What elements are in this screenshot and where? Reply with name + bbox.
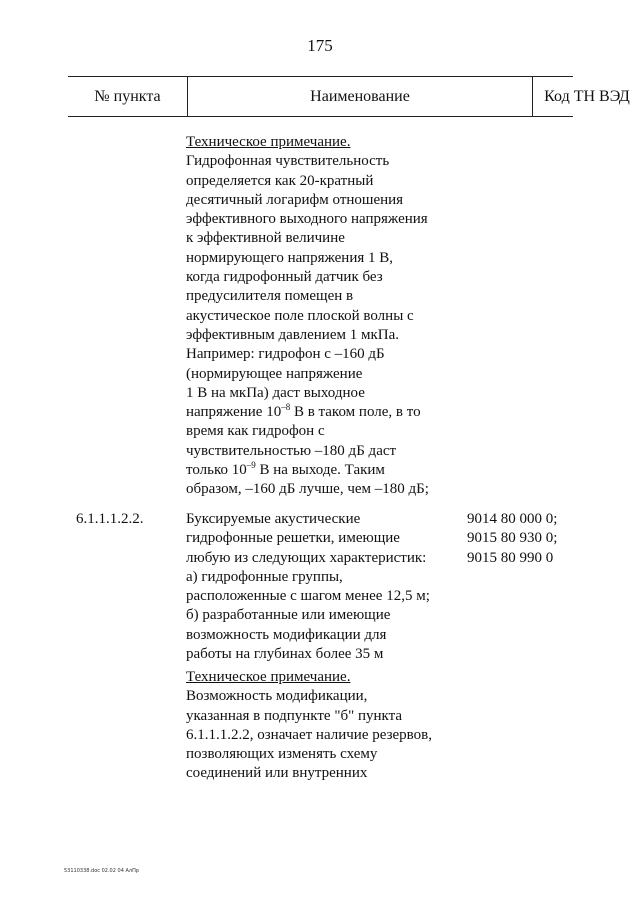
note-line: Гидрофонная чувствительность: [186, 153, 390, 170]
note-line: чувствительностью –180 дБ даст: [186, 442, 397, 459]
header-code-cell: [533, 77, 630, 116]
note-text: В в таком поле, в то: [290, 404, 421, 421]
note-text: напряжение 10: [186, 404, 282, 421]
note-line: время как гидрофон с: [186, 423, 325, 440]
header-code: Код ТН ВЭД: [544, 88, 630, 105]
note-title: Техническое примечание.: [186, 134, 351, 150]
note-line: к эффективной величине: [186, 230, 345, 247]
table-header: [68, 76, 630, 117]
page-number: 175: [307, 36, 333, 55]
item-line: расположенные с шагом менее 12,5 м;: [186, 588, 430, 605]
note-line: [186, 461, 461, 480]
note-line: эффективного выходного напряжения: [186, 211, 428, 228]
item-line: Буксируемые акустические: [186, 511, 361, 527]
code-value: 9014 80 000 0;: [467, 511, 558, 527]
note-line: когда гидрофонный датчик без: [186, 269, 383, 286]
note-line: 6.1.1.1.2.2, означает наличие резервов,: [186, 726, 432, 743]
note-line: [186, 403, 461, 422]
code-value: 9015 80 930 0;: [467, 530, 558, 547]
note-line: позволяющих изменять схему: [186, 746, 378, 763]
note-line: определяется как 20-кратный: [186, 172, 374, 189]
note-line: образом, –160 дБ лучше, чем –180 дБ;: [186, 481, 429, 498]
note-line: нормирующего напряжения 1 В,: [186, 249, 394, 266]
item-line: работы на глубинах более 35 м: [186, 646, 384, 663]
exponent: –9: [246, 460, 256, 471]
item-line: возможность модификации для: [186, 626, 387, 643]
document-footer: 53110338.doc 02.02 04 АлПр: [64, 868, 140, 874]
note-title: Техническое примечание.: [186, 669, 351, 685]
note-text: только 10: [186, 462, 247, 479]
note-line: Возможность модификации,: [186, 688, 368, 705]
item-line: любую из следующих характеристик:: [186, 549, 427, 566]
header-name: Наименование: [187, 77, 533, 116]
note-line: десятичный логарифм отношения: [186, 191, 404, 208]
note-line: соединений или внутренних: [186, 765, 368, 782]
note-line: 1 В на мкПа) даст выходное: [186, 384, 365, 401]
note-line: указанная в подпункте "б" пункта: [186, 707, 402, 724]
technical-note-1: [186, 133, 461, 500]
item-description: [186, 510, 461, 664]
note-line: предусилителя помещен в: [186, 288, 354, 305]
item-number: 6.1.1.1.2.2.: [76, 511, 144, 527]
item-codes: [467, 510, 557, 568]
item-line: б) разработанные или имеющие: [186, 607, 391, 624]
note-line: акустическое поле плоской волны с: [186, 307, 414, 324]
item-line: гидрофонные решетки, имеющие: [186, 530, 400, 547]
note-line: Например: гидрофон с –160 дБ: [186, 346, 385, 363]
note-text: В на выходе. Таким: [255, 462, 385, 479]
code-value: 9015 80 990 0: [467, 549, 554, 566]
note-line: (нормирующее напряжение: [186, 365, 363, 382]
technical-note-2: [186, 668, 461, 784]
exponent: –8: [281, 402, 291, 413]
item-line: а) гидрофонные группы,: [186, 568, 343, 585]
header-item-number: № пункта: [94, 88, 161, 105]
note-line: эффективным давлением 1 мкПа.: [186, 326, 400, 343]
